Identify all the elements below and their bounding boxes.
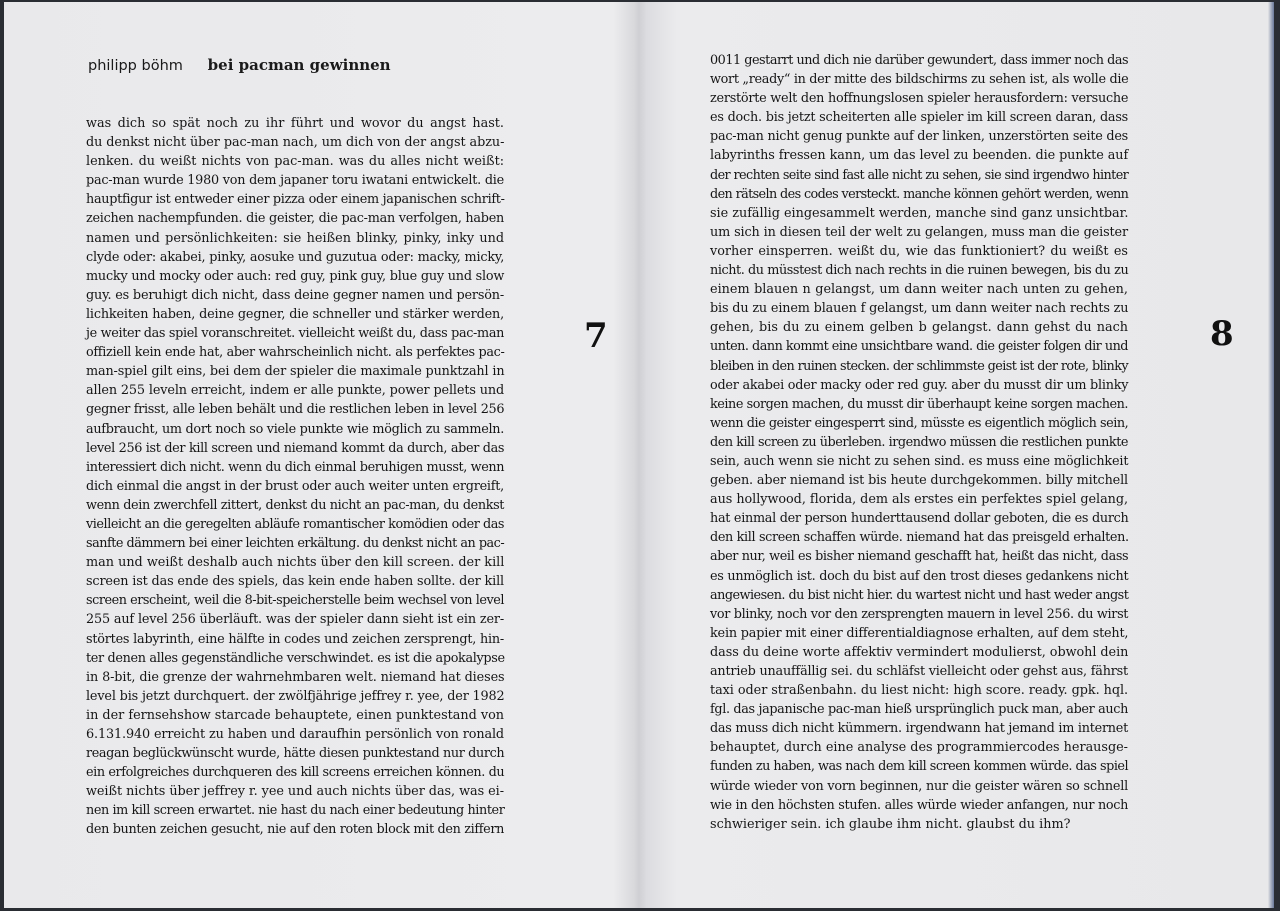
text-line: oder akabei oder macky oder red guy. aber du musst dir um blinky [710, 377, 1129, 393]
text-line: pac-man nicht genug punkte auf der linken, unzerstörten seite des [710, 129, 1128, 145]
text-line: man-spiel gilt eins, bei dem der spieler die maximale punktzahl in [86, 364, 505, 380]
text-line: es doch. bis jetzt scheiterten alle spieler im kill screen daran, dass [710, 110, 1129, 126]
left-body-text [86, 114, 504, 840]
text-line: du denkst nicht über pac-man nach, um dich von der angst abzu- [86, 135, 505, 151]
text-line: angewiesen. du bist nicht hier. du wartest nicht und hast weder angst [710, 587, 1129, 603]
text-line: was dich so spät noch zu ihr führt und wovor du angst hast. [86, 116, 504, 131]
text-line: reagan beglückwünscht wurde, hätte diesen punktestand nur durch [86, 746, 505, 762]
text-line: in der fernsehshow starcade behauptete, einen punktestand von [86, 707, 504, 723]
text-line: guy. es beruhigt dich nicht, dass deine gegner namen und persön- [86, 287, 505, 303]
text-line: screen erscheint, weil die 8-bit-speicherstelle beim wechsel von level [86, 593, 504, 609]
text-line: 6.131.940 erreicht zu haben und daraufhin persönlich von ronald [86, 727, 504, 742]
text-line: unten. dann kommt eine unsichtbare wand. die geister folgen dir und [710, 339, 1128, 355]
left-page-number: 7 [584, 316, 608, 356]
text-line: sein, auch wenn sie nicht zu sehen sind. es muss eine möglichkeit [710, 453, 1129, 469]
text-line: man und weißt deshalb auch nichts über den kill screen. der kill [86, 555, 505, 571]
text-line: behauptet, durch eine analyse des programmiercodes herausge- [710, 740, 1128, 756]
text-line: dich einmal die angst in der brust oder auch weiter unten ergreift, [86, 478, 504, 494]
text-line: funden zu haben, was nach dem kill screen kommen würde. das spiel [710, 759, 1129, 775]
right-body-text [710, 51, 1128, 834]
text-line: sanfte dämmern bei einer leichten erkältung. du denkst nicht an pac- [86, 536, 505, 552]
text-line: lenken. du weißt nichts von pac-man. was du alles nicht weißt: [86, 154, 505, 170]
text-line: namen und persönlichkeiten: sie heißen blinky, pinky, inky und [86, 230, 505, 246]
text-line: antrieb unauffällig sei. du schläfst vielleicht oder gehst aus, fährst [710, 664, 1128, 679]
text-line: taxi oder straßenbahn. du liest nicht: high score. ready. gpk. hql. [710, 683, 1128, 699]
text-line: je weiter das spiel voranschreitet. vielleicht weißt du, dass pac-man [86, 326, 504, 342]
text-line: vielleicht an die geregelten abläufe romantischer komödien oder das [86, 516, 505, 532]
text-line: wort „ready“ in der mitte des bildschirms zu sehen ist, als wolle die [710, 72, 1129, 88]
running-header [88, 56, 391, 74]
text-line: level bis jetzt durchquert. der zwölfjährige jeffrey r. yee, der 1982 [86, 688, 505, 704]
text-line: mucky und mocky oder auch: red guy, pink guy, blue guy und slow [86, 268, 505, 284]
text-line: interessiert dich nicht. wenn du dich einmal beruhigen musst, wenn [86, 459, 505, 475]
text-line: hauptfigur ist entweder einer pizza oder einem japanischen schrift- [86, 192, 505, 208]
text-line: wie in den höchsten stufen. alles würde wieder anfangen, nur noch [710, 797, 1129, 813]
text-line: 255 auf level 256 überläuft. was der spieler dann sieht ist ein zer- [86, 612, 504, 628]
text-line: einem blauen n gelangst, um dann weiter nach unten zu gehen, [710, 282, 1128, 298]
text-line: den kill screen zu überleben. irgendwo müssen die restlichen punkte [710, 434, 1128, 450]
text-line: offiziell kein ende hat, aber wahrscheinlich nicht. als perfektes pac- [86, 345, 505, 361]
text-line: lichkeiten haben, deine gegner, die schneller und stärker werden, [86, 306, 504, 322]
text-line: den bunten zeichen gesucht, nie auf den roten block mit den ziffern [86, 822, 505, 838]
text-line: allen 255 leveln erreicht, indem er alle punkte, power pellets und [86, 383, 504, 399]
text-line: das muss dich nicht kümmern. irgendwann hat jemand im internet [710, 721, 1128, 737]
right-page-number: 8 [1210, 314, 1234, 354]
text-line: um sich in diesen teil der welt zu gelangen, muss man die geister [710, 224, 1128, 240]
text-line: den rätseln des codes versteckt. manche können gehört werden, wenn [710, 186, 1129, 202]
text-line: zerstörte welt den hoffnungslosen spieler herausfordern: versuche [710, 91, 1129, 107]
text-line: vorher einsperren. weißt du, wie das funktioniert? du weißt es [710, 243, 1128, 259]
text-line: pac-man wurde 1980 von dem japaner toru iwatani entwickelt. die [86, 173, 504, 189]
right-page [642, 2, 1274, 908]
text-line: aber nur, weil es bisher niemand geschafft hat, heißt das nicht, dass [710, 549, 1129, 565]
text-line: clyde oder: akabei, pinky, aosuke und guzutua oder: macky, micky, [86, 249, 505, 265]
text-line: geben. aber niemand ist bis heute durchgekommen. billy mitchell [710, 473, 1128, 489]
text-line: nicht. du müsstest dich nach rechts in die ruinen bewegen, bis du zu [710, 263, 1129, 279]
text-line: nen im kill screen erwartet. nie hast du nach einer bedeutung hinter [86, 803, 505, 819]
text-line: aufbraucht, um dort noch so viele punkte wie möglich zu sammeln. [86, 421, 504, 437]
text-line: störtes labyrinth, eine hälfte in codes und zeichen zersprengt, hin- [86, 631, 504, 647]
book-spread [4, 2, 1274, 908]
text-line: sie zufällig eingesammelt werden, manche sind ganz unsichtbar. [710, 205, 1129, 221]
text-line: bis du zu einem blauen f gelangst, um dann weiter nach rechts zu [710, 301, 1129, 317]
text-line: dass du deine worte affektiv vermindert modulierst, obwohl dein [710, 644, 1129, 660]
text-line: würde wieder von vorn beginnen, nur die geister wären so schnell [710, 778, 1128, 794]
text-line: in 8-bit, die grenze der wahrnehmbaren welt. niemand hat dieses [86, 669, 505, 685]
text-line: wenn die geister eingesperrt sind, müsste es eigentlich möglich sein, [710, 415, 1129, 431]
text-line: den kill screen schaffen würde. niemand hat das preisgeld erhalten. [710, 530, 1129, 546]
left-page [4, 2, 638, 908]
text-line: aus hollywood, florida, dem als erstes ein perfektes spiel gelang, [710, 492, 1129, 508]
text-line: gehen, bis du zu einem gelben b gelangst. dann gehst du nach [710, 320, 1129, 336]
text-line: zeichen nachempfunden. die geister, die pac-man verfolgen, haben [86, 211, 504, 227]
text-line: vor blinky, noch vor den zersprengten mauern in level 256. du wirst [710, 606, 1129, 622]
page-edge [1268, 2, 1274, 908]
text-line: es unmöglich ist. doch du bist auf den trost dieses gedankens nicht [710, 568, 1129, 584]
text-line: fgl. das japanische pac-man hieß ursprünglich puck man, aber auch [710, 702, 1128, 718]
text-line: gegner frisst, alle leben behält und die restlichen leben in level 256 [86, 402, 505, 418]
text-line: ter denen alles gegenständliche verschwindet. es ist die apokalypse [86, 650, 505, 666]
text-line: labyrinths fressen kann, um das level zu beenden. die punkte auf [710, 148, 1129, 164]
text-line: kein papier mit einer differentialdiagnose erhalten, auf dem steht, [710, 625, 1129, 641]
text-line: ein erfolgreiches durchqueren des kill screens erreichen können. du [86, 765, 505, 781]
header-title: bei pacman gewinnen [207, 56, 391, 74]
text-line: schwieriger sein. ich glaube ihm nicht. glaubst du ihm? [710, 816, 1071, 832]
text-line: 0011 gestarrt und dich nie darüber gewundert, dass immer noch das [710, 53, 1129, 68]
header-author: philipp böhm [88, 58, 183, 74]
text-line: screen ist das ende des spiels, das kein ende haben sollte. der kill [86, 574, 504, 590]
text-line: keine sorgen machen, du musst dir überhaupt keine sorgen machen. [710, 396, 1129, 412]
text-line: bleiben in den ruinen stecken. der schlimmste geist ist der rote, blinky [710, 358, 1128, 374]
text-line: wenn dein zwerchfell zittert, denkst du nicht an pac-man, du denkst [86, 497, 505, 513]
text-line: level 256 ist der kill screen und niemand kommt da durch, aber das [86, 440, 505, 456]
text-line: weißt nichts über jeffrey r. yee und auch nichts über das, was ei- [86, 784, 504, 800]
text-line: hat einmal der person hunderttausend dollar geboten, die es durch [710, 511, 1129, 527]
text-line: der rechten seite sind fast alle nicht zu sehen, sie sind irgendwo hinter [710, 167, 1129, 183]
